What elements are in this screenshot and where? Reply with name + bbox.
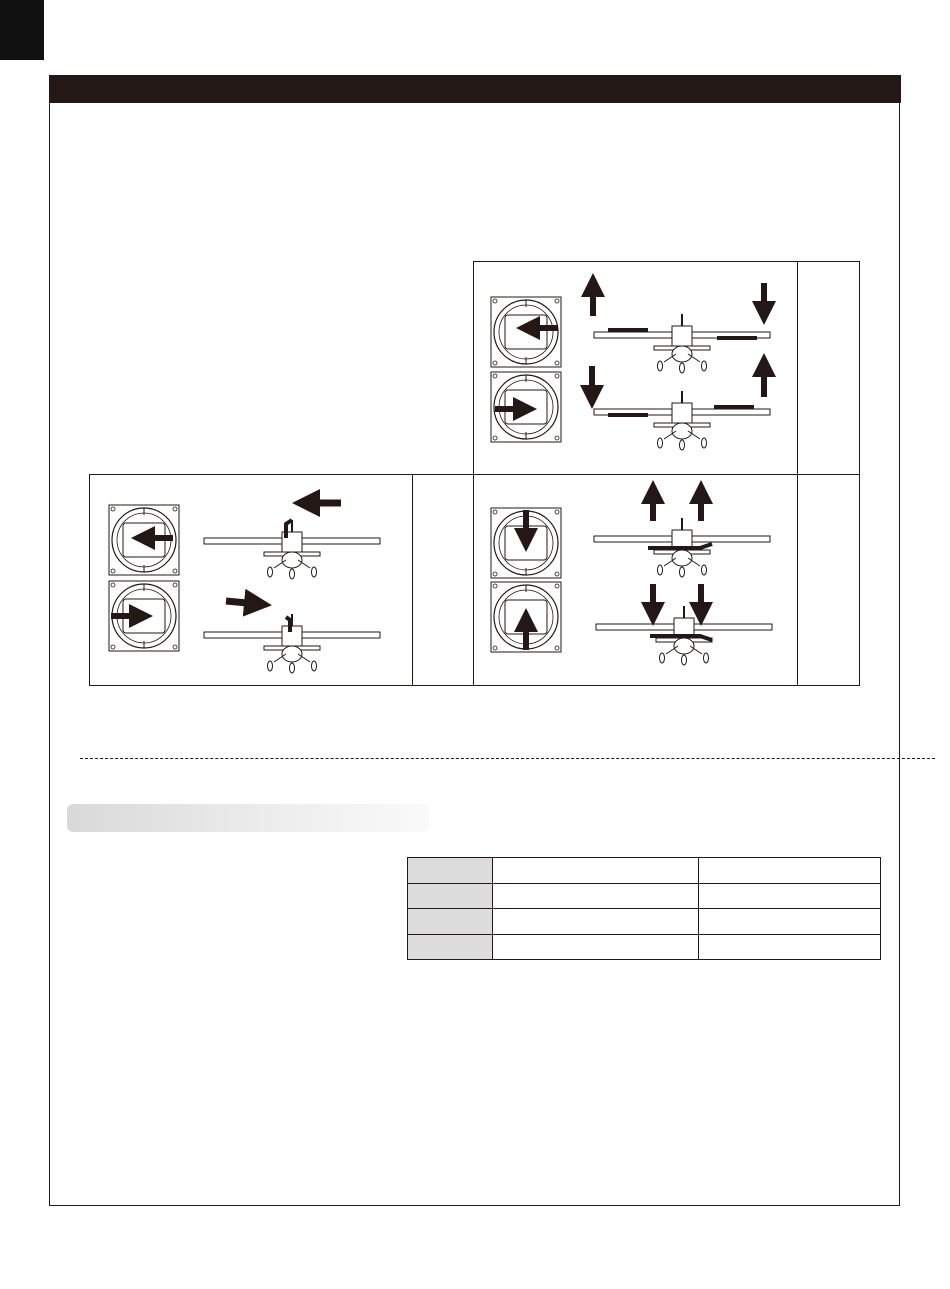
table-row [408,934,881,960]
table-cell [699,858,881,884]
table-cell [408,858,493,884]
airplane-front-view-icon [204,520,380,579]
table-cell [408,909,493,935]
table-row [408,909,881,935]
transmitter-stick-icon [491,297,561,367]
spec-table [407,857,881,960]
subsection-heading-band [67,804,429,832]
section-separator [80,758,935,759]
table-cell [699,909,881,935]
arrow-icon [226,601,258,604]
airplane-front-view-icon [594,314,770,373]
airplane-front-view-icon [594,391,770,450]
aileron-diagram [491,283,770,450]
table-cell [699,934,881,960]
elevator-diagram [491,492,772,665]
table-cell [408,934,493,960]
table-cell [493,858,699,884]
rudder-diagram [109,503,380,673]
table-cell [699,883,881,909]
table-cell [493,934,699,960]
table-row [408,858,881,884]
table-row [408,883,881,909]
table-cell [408,883,493,909]
table-cell [493,883,699,909]
table-cell [493,909,699,935]
